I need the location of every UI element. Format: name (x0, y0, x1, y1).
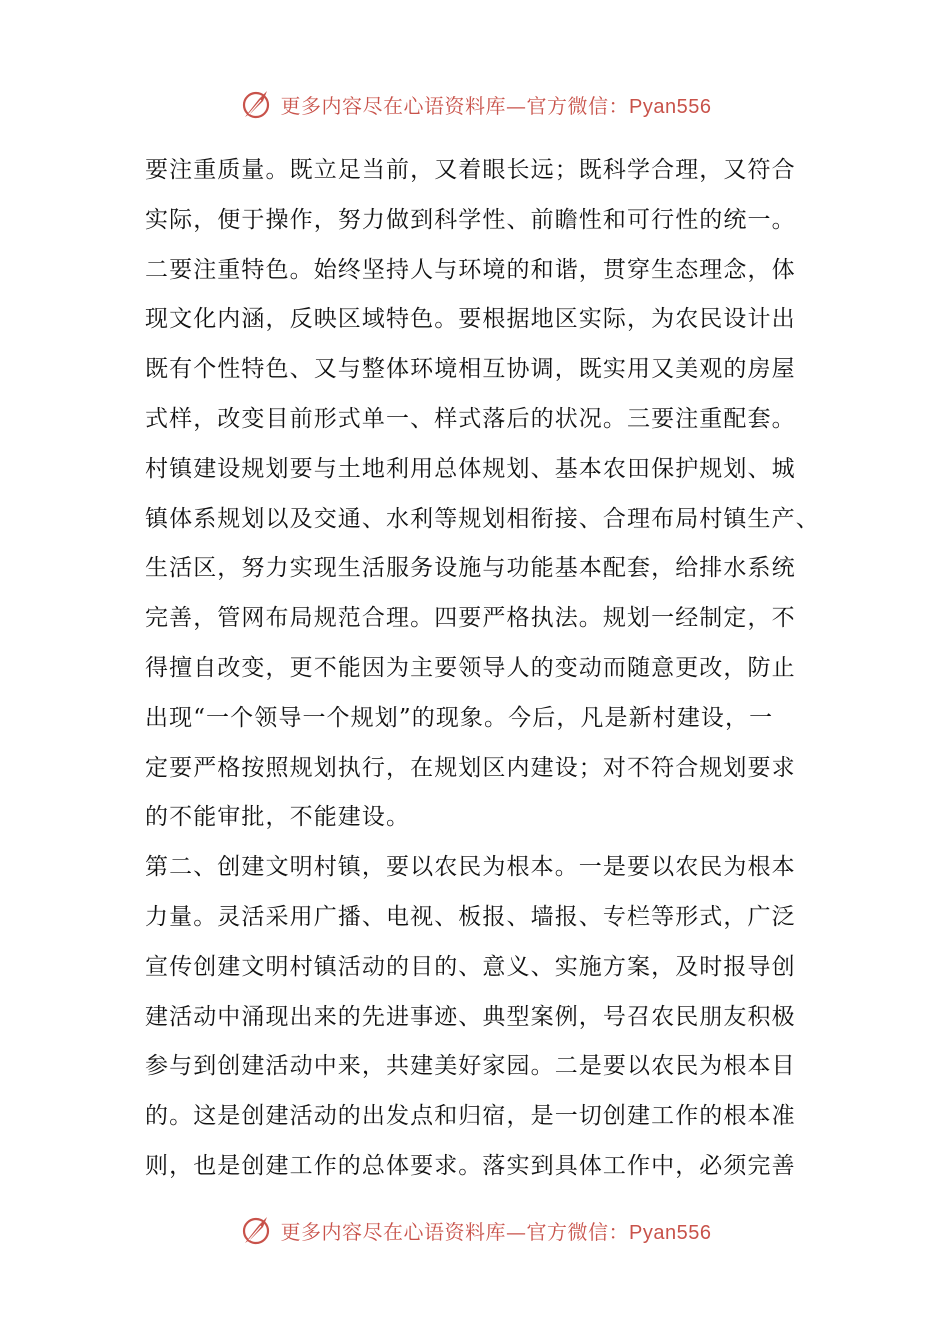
body-line: 村镇建设规划要与土地利用总体规划、基本农田保护规划、城 (145, 455, 796, 482)
banner-text (281, 90, 712, 119)
body-line: 参与到创建活动中来，共建美好家园。二是要以农民为根本目 (145, 1053, 796, 1080)
body-line: 镇体系规划以及交通、水利等规划相衔接、合理布局村镇生产、 (145, 505, 820, 532)
body-line: 二要注重特色。始终坚持人与环境的和谐，贯穿生态理念，体 (145, 256, 796, 283)
body-line: 第二、创建文明村镇，要以农民为根本。一是要以农民为根本 (145, 854, 796, 881)
body-line: 力量。灵活采用广播、电视、板报、墙报、专栏等形式，广泛 (145, 903, 796, 930)
banner-text (281, 1216, 712, 1245)
quill-pen-circle-icon (239, 87, 273, 121)
body-line: 得擅自改变，更不能因为主要领导人的变动而随意更改，防止 (145, 654, 796, 681)
footer-banner (0, 1210, 950, 1250)
body-line: 宣传创建文明村镇活动的目的、意义、实施方案，及时报导创 (145, 953, 796, 980)
body-line: 实际，便于操作，努力做到科学性、前瞻性和可行性的统一。 (145, 206, 796, 233)
body-line: 既有个性特色、又与整体环境相互协调，既实用又美观的房屋 (145, 356, 796, 383)
body-line: 要注重质量。既立足当前，又着眼长远；既科学合理，又符合 (145, 157, 796, 183)
brand-text: 更多内容尽在心语资料库—官方微信： (280, 1219, 630, 1244)
body-line: 建活动中涌现出来的先进事迹、典型案例，号召农民朋友积极 (145, 1003, 796, 1030)
brand-text: 更多内容尽在心语资料库—官方微信： (280, 93, 630, 118)
body-line: 完善，管网布局规范合理。四要严格执法。规划一经制定，不 (145, 605, 796, 632)
body-line: 出现“一个领导一个规划”的现象。今后，凡是新村建设，一 (145, 704, 774, 731)
quill-pen-circle-icon (239, 1213, 273, 1247)
body-line: 现文化内涵，反映区域特色。要根据地区实际，为农民设计出 (145, 306, 796, 333)
document-body (145, 146, 825, 1192)
body-line: 则，也是创建工作的总体要求。落实到具体工作中，必须完善 (145, 1152, 796, 1179)
header-banner (0, 84, 950, 124)
wechat-id: Pyan556 (629, 95, 712, 118)
wechat-id: Pyan556 (629, 1221, 712, 1244)
body-line: 定要严格按照规划执行，在规划区内建设；对不符合规划要求 (145, 754, 796, 781)
body-line: 生活区，努力实现生活服务设施与功能基本配套，给排水系统 (145, 555, 796, 582)
body-line: 式样，改变目前形式单一、样式落后的状况。三要注重配套。 (145, 405, 796, 432)
body-line: 的不能审批，不能建设。 (145, 804, 411, 831)
body-line: 的。这是创建活动的出发点和归宿，是一切创建工作的根本准 (145, 1103, 796, 1130)
